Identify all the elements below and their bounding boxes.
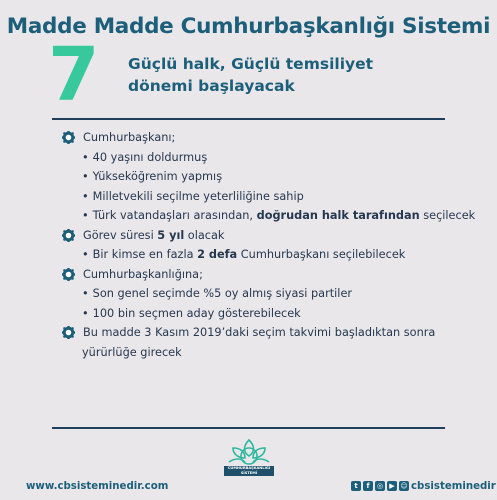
list-item-text: 100 bin seçmen aday gösterebilecek bbox=[92, 306, 301, 320]
subtitle-line-1: Güçlü halk, Güçlü temsiliyet bbox=[128, 55, 374, 73]
gear-bullet-icon bbox=[62, 131, 75, 144]
instagram-icon[interactable]: ◎ bbox=[376, 482, 384, 490]
list-item-text: Cumhurbaşkanı; bbox=[83, 131, 176, 144]
list-item-text: Cumhurbaşkanlığına; bbox=[83, 267, 203, 281]
logo-text-band: CUMHURBAŞKANLIĞI SİSTEMİ bbox=[224, 466, 274, 476]
bullet-mark: • bbox=[82, 209, 89, 222]
gear-bullet-icon bbox=[62, 229, 75, 242]
twitter-icon[interactable]: t bbox=[351, 481, 361, 491]
list-item-text: Türk vatandaşları arasından, doğrudan halk tarafından seçilecek bbox=[92, 209, 476, 222]
list-item bbox=[62, 343, 482, 363]
list-item-text: Yükseköğrenim yapmış bbox=[92, 170, 223, 183]
list-heading bbox=[62, 265, 482, 285]
list-item bbox=[62, 304, 482, 324]
list-item bbox=[62, 167, 482, 187]
list-item-text: Milletvekili seçilme yeterliliğine sahip bbox=[92, 189, 304, 203]
page-title: Madde Madde Cumhurbaşkanlığı Sistemi bbox=[6, 14, 491, 39]
bottom-divider bbox=[52, 427, 445, 429]
list-item-text: yürürlüğe girecek bbox=[82, 345, 182, 359]
subtitle-line-2: dönemi başlayacak bbox=[128, 77, 295, 95]
list-item-text: Son genel seçimde %5 oy almış siyasi partiler bbox=[92, 287, 353, 300]
social-handle[interactable]: cbsistemi​nedir bbox=[411, 481, 496, 492]
social-icons bbox=[351, 481, 409, 491]
article-content bbox=[62, 128, 482, 362]
list-heading bbox=[62, 128, 482, 148]
bullet-mark: • bbox=[82, 150, 89, 164]
bullet-mark: • bbox=[82, 189, 89, 203]
list-item bbox=[62, 245, 482, 265]
article-subtitle bbox=[128, 53, 373, 97]
list-item bbox=[62, 206, 482, 226]
list-item-text: Bir kimse en fazla 2 defa Cumhurbaşkanı seçilebilecek bbox=[92, 248, 406, 261]
bullet-mark: • bbox=[82, 170, 89, 183]
bullet-mark: • bbox=[82, 248, 89, 261]
website-link[interactable]: www.cbsistemi​nedir.com bbox=[26, 481, 169, 492]
list-item bbox=[62, 187, 482, 207]
list-heading bbox=[62, 226, 482, 246]
list-item-text: 40 yaşını doldurmuş bbox=[92, 150, 208, 164]
gear-bullet-icon bbox=[62, 326, 75, 339]
list-heading bbox=[62, 323, 482, 343]
snapchat-icon[interactable]: ☺ bbox=[400, 482, 408, 490]
bullet-mark: • bbox=[82, 306, 89, 320]
article-number: 7 bbox=[48, 32, 100, 118]
gear-bullet-icon bbox=[62, 268, 75, 281]
list-item bbox=[62, 148, 482, 168]
top-divider bbox=[52, 118, 445, 120]
youtube-icon[interactable]: ▶ bbox=[387, 481, 397, 491]
list-item-text: Görev süresi 5 yıl olacak bbox=[83, 228, 225, 242]
list-item-text: Bu madde 3 Kasım 2019’daki seçim takvimi başladıktan sonra bbox=[83, 326, 436, 339]
bullet-mark: • bbox=[82, 287, 89, 300]
facebook-icon[interactable]: f bbox=[363, 481, 373, 491]
list-item bbox=[62, 284, 482, 304]
